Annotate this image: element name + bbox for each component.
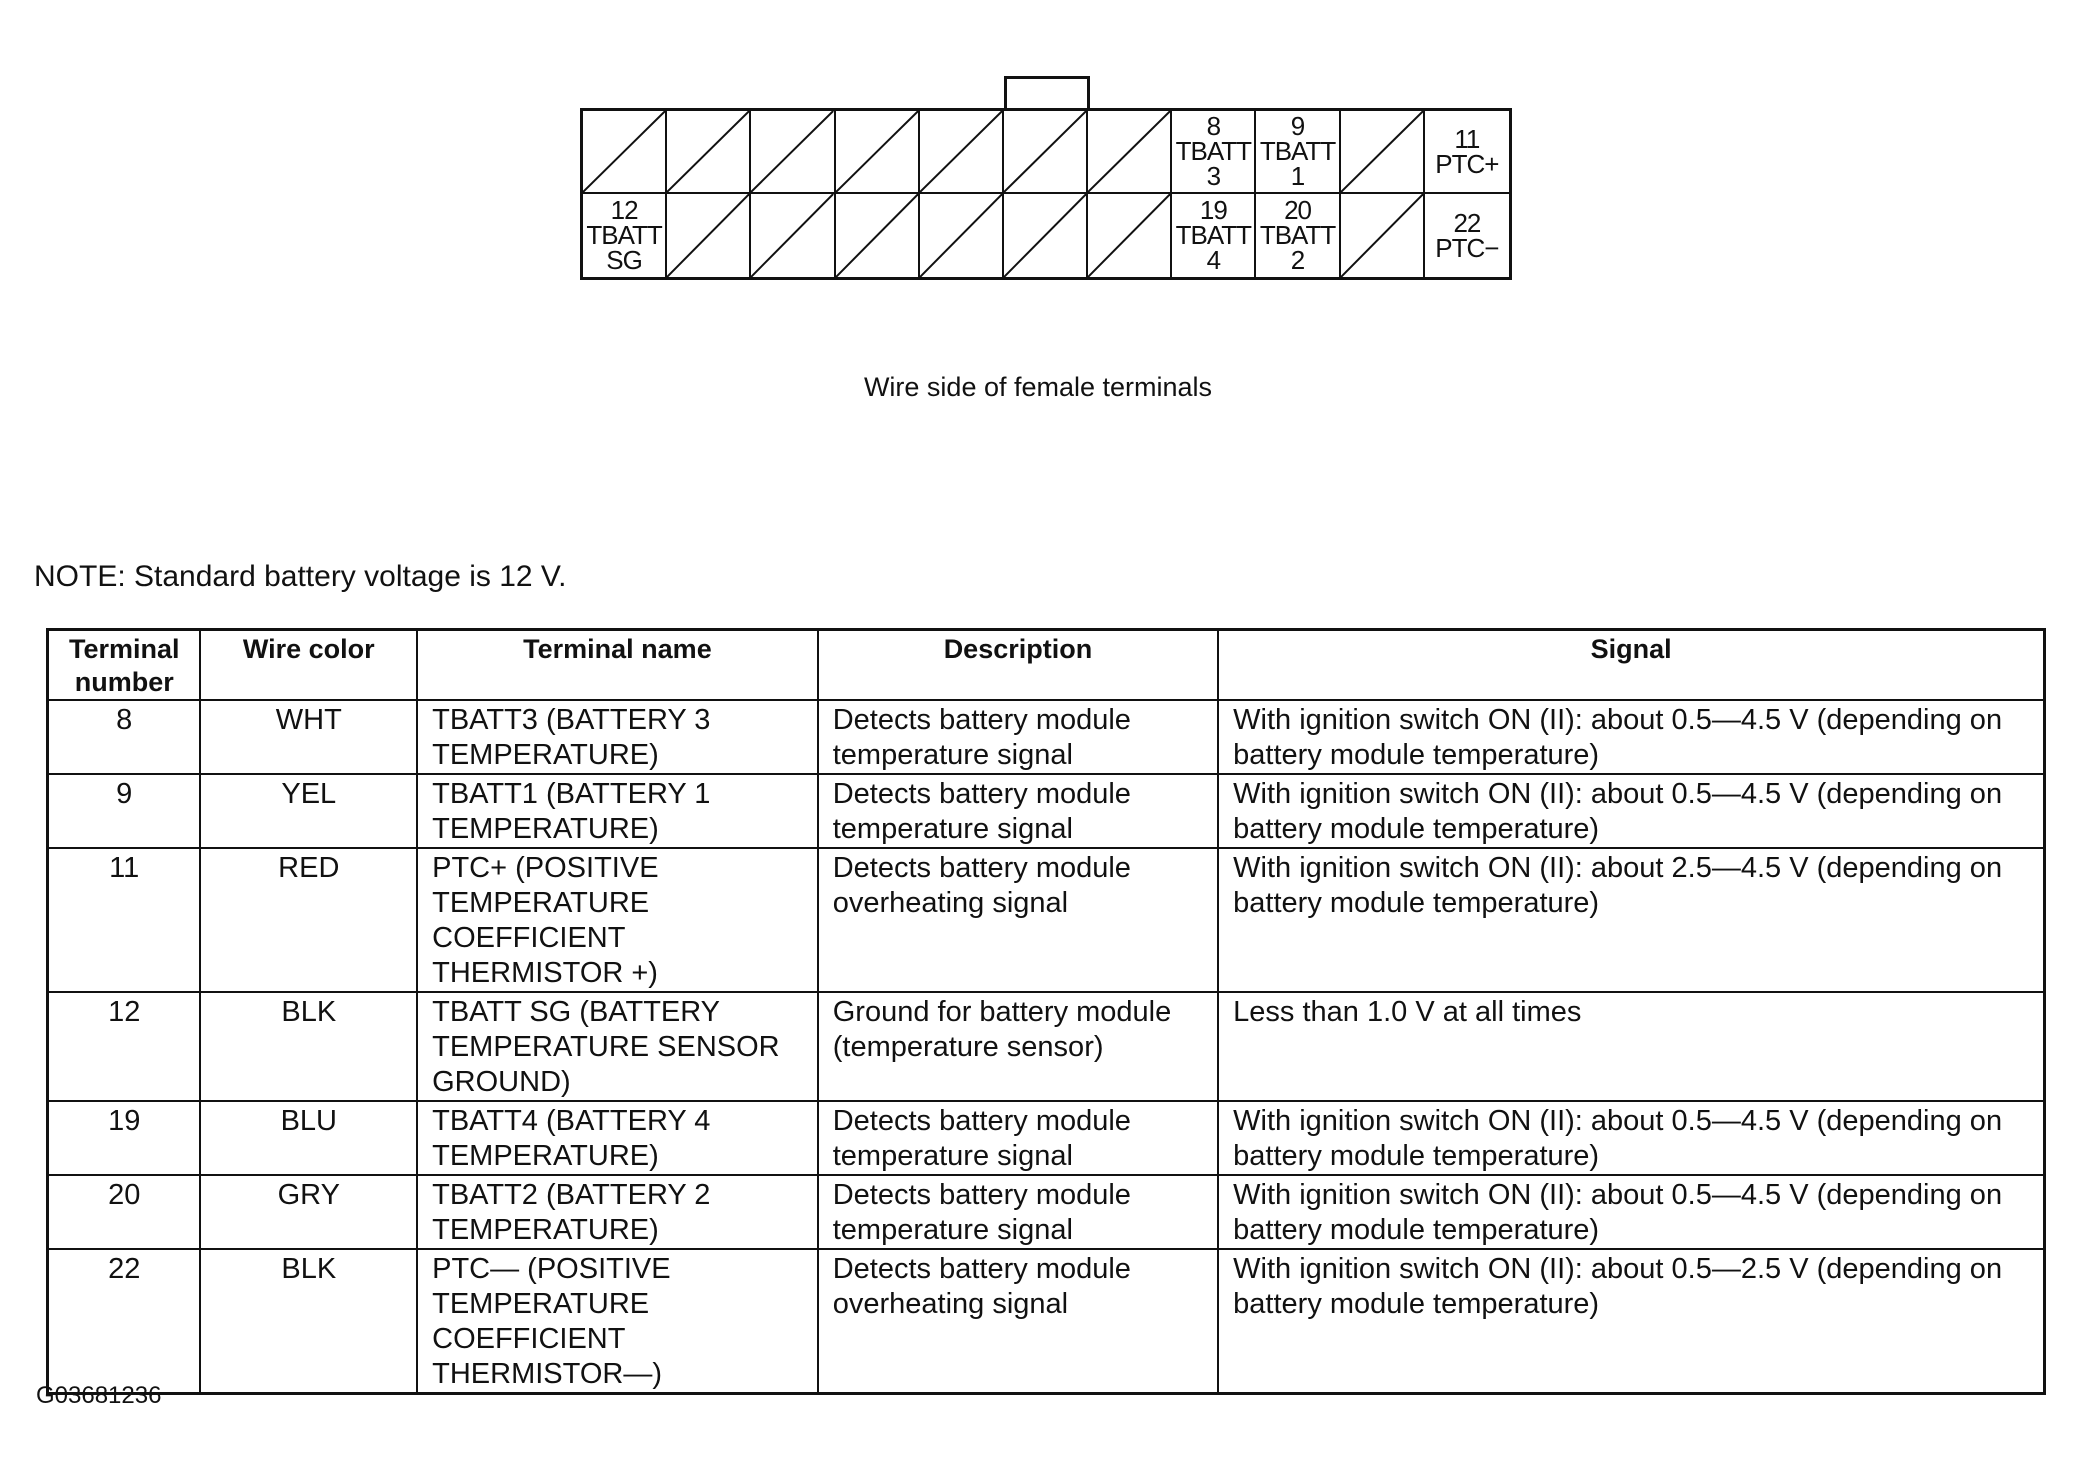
connector-unused-cavity: [1088, 194, 1172, 277]
connector-terminal: [1172, 111, 1256, 194]
connector-terminal: [583, 194, 667, 277]
connector-unused-cavity: [1341, 194, 1425, 277]
unused-slash-mark: [1004, 194, 1086, 277]
terminal-label-line: 4: [1206, 245, 1221, 275]
cell-name: TBATT1 (BATTERY 1 TEMPERATURE): [417, 774, 818, 848]
cell-terminal: 9: [48, 774, 201, 848]
table-row: [48, 1175, 2045, 1249]
header-terminal-name: Terminal name: [417, 630, 818, 701]
header-signal: Signal: [1218, 630, 2044, 701]
unused-slash-mark: [1341, 111, 1423, 192]
terminal-label-line: TBATT: [1259, 136, 1336, 166]
terminal-label-line: 3: [1206, 161, 1221, 191]
terminal-label-line: PTC−: [1435, 232, 1499, 263]
unused-slash-mark: [751, 111, 833, 192]
cell-wire: RED: [200, 848, 417, 992]
connector-terminal: [1256, 111, 1340, 194]
cell-wire: GRY: [200, 1175, 417, 1249]
cell-wire: WHT: [200, 700, 417, 774]
connector-caption: Wire side of female terminals: [863, 372, 1213, 402]
terminal-table: [46, 628, 2046, 1395]
cell-wire: BLK: [200, 1249, 417, 1394]
figure-id: G03681236: [36, 1382, 162, 1409]
voltage-note: NOTE: Standard battery voltage is 12 V.: [34, 560, 567, 593]
terminal-label-line: 2: [1290, 245, 1305, 275]
unused-slash-mark: [836, 194, 918, 277]
unused-slash-mark: [667, 111, 749, 192]
terminal-label-line: TBATT: [1175, 136, 1252, 166]
connector-terminal: [1256, 194, 1340, 277]
connector-unused-cavity: [751, 194, 835, 277]
cell-desc: Detects battery module temperature signal: [818, 700, 1218, 774]
cell-wire: BLU: [200, 1101, 417, 1175]
terminal-label-line: 22: [1453, 207, 1481, 238]
cell-name: TBATT3 (BATTERY 3 TEMPERATURE): [417, 700, 818, 774]
unused-slash-mark: [920, 194, 1002, 277]
cell-signal: With ignition switch ON (II): about 0.5—4.5 V (depending on battery module temperature): [1218, 700, 2044, 774]
terminal-label-line: TBATT: [1175, 220, 1252, 250]
unused-slash-mark: [751, 194, 833, 277]
cell-terminal: 8: [48, 700, 201, 774]
cell-desc: Detects battery module temperature signal: [818, 774, 1218, 848]
cell-signal: With ignition switch ON (II): about 2.5—4.5 V (depending on battery module temperature): [1218, 848, 2044, 992]
cell-signal: With ignition switch ON (II): about 0.5—4.5 V (depending on battery module temperature): [1218, 774, 2044, 848]
header-wire-color: Wire color: [200, 630, 417, 701]
cell-signal: With ignition switch ON (II): about 0.5—4.5 V (depending on battery module temperature): [1218, 1101, 2044, 1175]
connector-unused-cavity: [1341, 111, 1425, 194]
unused-slash-mark: [583, 111, 665, 192]
connector-unused-cavity: [836, 111, 920, 194]
cell-terminal: 19: [48, 1101, 201, 1175]
terminal-label-line: PTC+: [1435, 148, 1499, 179]
connector-unused-cavity: [583, 111, 667, 194]
cell-wire: YEL: [200, 774, 417, 848]
table-row: [48, 700, 2045, 774]
table-row: [48, 992, 2045, 1101]
connector-terminal: [1425, 194, 1509, 277]
cell-name: TBATT SG (BATTERY TEMPERATURE SENSOR GROUND): [417, 992, 818, 1101]
connector-diagram: [580, 108, 1512, 280]
unused-slash-mark: [1088, 111, 1170, 192]
connector-lock-tab: [1004, 76, 1090, 110]
header-terminal-number: Terminal number: [48, 630, 201, 701]
connector-unused-cavity: [920, 194, 1004, 277]
cell-desc: Ground for battery module (temperature sensor): [818, 992, 1218, 1101]
connector-unused-cavity: [1088, 111, 1172, 194]
table-row: [48, 1249, 2045, 1394]
cell-name: TBATT4 (BATTERY 4 TEMPERATURE): [417, 1101, 818, 1175]
cell-desc: Detects battery module temperature signal: [818, 1175, 1218, 1249]
terminal-label-line: 9: [1290, 111, 1305, 141]
terminal-label-line: 12: [610, 195, 638, 225]
table-header-row: [48, 630, 2045, 701]
connector-unused-cavity: [667, 194, 751, 277]
connector-unused-cavity: [836, 194, 920, 277]
unused-slash-mark: [667, 194, 749, 277]
cell-signal: Less than 1.0 V at all times: [1218, 992, 2044, 1101]
connector-unused-cavity: [920, 111, 1004, 194]
terminal-label-line: 1: [1290, 161, 1305, 191]
cell-name: PTC— (POSITIVE TEMPERATURE COEFFICIENT THERMISTOR—): [417, 1249, 818, 1394]
terminal-label-line: 19: [1199, 195, 1227, 225]
cell-terminal: 11: [48, 848, 201, 992]
cell-name: PTC+ (POSITIVE TEMPERATURE COEFFICIENT THERMISTOR +): [417, 848, 818, 992]
unused-slash-mark: [1341, 194, 1423, 277]
terminal-label-line: TBATT: [586, 220, 662, 250]
terminal-label-line: SG: [606, 245, 642, 275]
cell-terminal: 12: [48, 992, 201, 1101]
cell-desc: Detects battery module overheating signal: [818, 1249, 1218, 1394]
cell-terminal: 20: [48, 1175, 201, 1249]
terminal-label-line: 20: [1284, 195, 1311, 225]
cell-terminal: 22: [48, 1249, 201, 1394]
table-row: [48, 1101, 2045, 1175]
unused-slash-mark: [920, 111, 1002, 192]
unused-slash-mark: [836, 111, 918, 192]
connector-unused-cavity: [1004, 194, 1088, 277]
connector-terminal: [1425, 111, 1509, 194]
connector-unused-cavity: [1004, 111, 1088, 194]
cell-wire: BLK: [200, 992, 417, 1101]
cell-desc: Detects battery module temperature signal: [818, 1101, 1218, 1175]
terminal-label-line: 8: [1206, 111, 1221, 141]
unused-slash-mark: [1088, 194, 1170, 277]
cell-desc: Detects battery module overheating signal: [818, 848, 1218, 992]
connector-terminal: [1172, 194, 1256, 277]
terminal-label-line: 11: [1454, 123, 1480, 154]
table-row: [48, 848, 2045, 992]
unused-slash-mark: [1004, 111, 1086, 192]
connector-unused-cavity: [667, 111, 751, 194]
cell-name: TBATT2 (BATTERY 2 TEMPERATURE): [417, 1175, 818, 1249]
terminal-label-line: TBATT: [1259, 220, 1336, 250]
cell-signal: With ignition switch ON (II): about 0.5—2.5 V (depending on battery module temperature): [1218, 1249, 2044, 1394]
header-description: Description: [818, 630, 1218, 701]
cell-signal: With ignition switch ON (II): about 0.5—4.5 V (depending on battery module temperature): [1218, 1175, 2044, 1249]
table-row: [48, 774, 2045, 848]
connector-unused-cavity: [751, 111, 835, 194]
